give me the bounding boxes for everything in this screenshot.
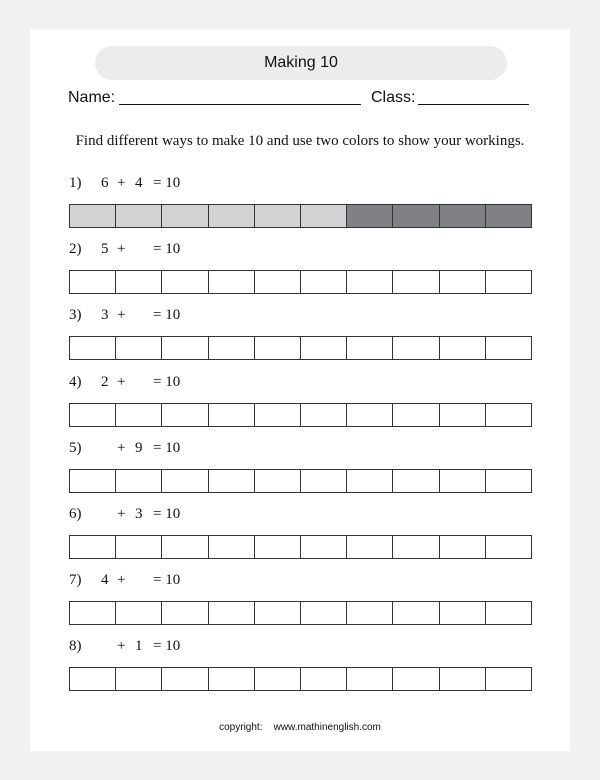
- equation-eq: = 10: [153, 175, 181, 191]
- ten-frame-cell[interactable]: [162, 470, 208, 492]
- ten-frame-cell[interactable]: [116, 470, 162, 492]
- equation-b: 3: [135, 506, 143, 522]
- ten-frame-cell[interactable]: [70, 205, 116, 227]
- ten-frame-cell[interactable]: [116, 337, 162, 359]
- ten-frame-cell[interactable]: [70, 337, 116, 359]
- equation-b: 4: [135, 175, 143, 191]
- ten-frame-cell[interactable]: [70, 404, 116, 426]
- ten-frame-cell[interactable]: [347, 205, 393, 227]
- ten-frame-cell[interactable]: [70, 602, 116, 624]
- equation-op: +: [117, 307, 126, 323]
- equation-num: 1): [69, 175, 82, 191]
- ten-frame-cell[interactable]: [393, 668, 439, 690]
- ten-frame-cell[interactable]: [486, 205, 531, 227]
- equation-num: 7): [69, 572, 82, 588]
- ten-frame-bar: [69, 204, 532, 228]
- instructions: Find different ways to make 10 and use two colors to show your workings.: [75, 133, 525, 149]
- ten-frame-cell[interactable]: [440, 602, 486, 624]
- equation-a: 3: [101, 307, 109, 323]
- equation-eq: = 10: [153, 506, 181, 522]
- ten-frame-cell[interactable]: [162, 337, 208, 359]
- equation-op: +: [117, 374, 126, 390]
- ten-frame-cell[interactable]: [255, 404, 301, 426]
- ten-frame-cell[interactable]: [255, 602, 301, 624]
- equation-eq: = 10: [153, 241, 181, 257]
- equation-num: 5): [69, 440, 82, 456]
- ten-frame-cell[interactable]: [116, 205, 162, 227]
- ten-frame-cell[interactable]: [70, 271, 116, 293]
- ten-frame-cell[interactable]: [162, 668, 208, 690]
- equation-eq: = 10: [153, 440, 181, 456]
- ten-frame-cell[interactable]: [440, 536, 486, 558]
- ten-frame-cell[interactable]: [301, 470, 347, 492]
- equation-eq: = 10: [153, 572, 181, 588]
- ten-frame-cell[interactable]: [209, 470, 255, 492]
- equation-a: 2: [101, 374, 109, 390]
- ten-frame-cell[interactable]: [440, 271, 486, 293]
- equation-op: +: [117, 440, 126, 456]
- ten-frame-cell[interactable]: [486, 536, 531, 558]
- equation-num: 4): [69, 374, 82, 390]
- ten-frame-bar: [69, 469, 532, 493]
- ten-frame-cell[interactable]: [301, 536, 347, 558]
- ten-frame-cell[interactable]: [393, 404, 439, 426]
- ten-frame-cell[interactable]: [486, 337, 531, 359]
- name-field[interactable]: [119, 90, 361, 105]
- ten-frame-cell[interactable]: [486, 668, 531, 690]
- ten-frame-cell[interactable]: [116, 602, 162, 624]
- ten-frame-cell[interactable]: [347, 668, 393, 690]
- ten-frame-cell[interactable]: [116, 668, 162, 690]
- ten-frame-cell[interactable]: [209, 205, 255, 227]
- ten-frame-cell[interactable]: [162, 271, 208, 293]
- ten-frame-cell[interactable]: [393, 337, 439, 359]
- equation-b: 1: [135, 638, 143, 654]
- ten-frame-cell[interactable]: [70, 470, 116, 492]
- ten-frame-cell[interactable]: [486, 404, 531, 426]
- equation-num: 3): [69, 307, 82, 323]
- ten-frame-cell[interactable]: [255, 337, 301, 359]
- class-field[interactable]: [418, 90, 529, 105]
- name-label: Name:: [68, 89, 116, 106]
- equation-num: 6): [69, 506, 82, 522]
- ten-frame-bar: [69, 403, 532, 427]
- ten-frame-bar: [69, 270, 532, 294]
- equation-a: 5: [101, 241, 109, 257]
- ten-frame-cell[interactable]: [301, 271, 347, 293]
- ten-frame-cell[interactable]: [209, 668, 255, 690]
- equation-op: +: [117, 175, 126, 191]
- ten-frame-cell[interactable]: [209, 404, 255, 426]
- equation-eq: = 10: [153, 638, 181, 654]
- ten-frame-cell[interactable]: [393, 205, 439, 227]
- ten-frame-cell[interactable]: [440, 205, 486, 227]
- ten-frame-cell[interactable]: [393, 536, 439, 558]
- equation-b: 9: [135, 440, 143, 456]
- ten-frame-cell[interactable]: [440, 404, 486, 426]
- copyright-site: www.mathinenglish.com: [273, 722, 381, 733]
- ten-frame-cell[interactable]: [301, 337, 347, 359]
- ten-frame-cell[interactable]: [301, 404, 347, 426]
- ten-frame-cell[interactable]: [393, 470, 439, 492]
- ten-frame-cell[interactable]: [70, 668, 116, 690]
- ten-frame-cell[interactable]: [255, 271, 301, 293]
- ten-frame-cell[interactable]: [486, 470, 531, 492]
- equation-a: 6: [101, 175, 109, 191]
- ten-frame-cell[interactable]: [209, 271, 255, 293]
- equation-num: 2): [69, 241, 82, 257]
- ten-frame-cell[interactable]: [255, 668, 301, 690]
- equation-op: +: [117, 572, 126, 588]
- ten-frame-cell[interactable]: [347, 337, 393, 359]
- worksheet-title: Making 10: [95, 46, 507, 80]
- ten-frame-cell[interactable]: [301, 602, 347, 624]
- ten-frame-cell[interactable]: [347, 602, 393, 624]
- ten-frame-cell[interactable]: [162, 404, 208, 426]
- ten-frame-cell[interactable]: [162, 602, 208, 624]
- equation-op: +: [117, 638, 126, 654]
- ten-frame-cell[interactable]: [116, 271, 162, 293]
- ten-frame-cell[interactable]: [209, 337, 255, 359]
- equation-op: +: [117, 506, 126, 522]
- ten-frame-cell[interactable]: [70, 536, 116, 558]
- ten-frame-cell[interactable]: [393, 602, 439, 624]
- equation-num: 8): [69, 638, 82, 654]
- ten-frame-bar: [69, 667, 532, 691]
- ten-frame-cell[interactable]: [486, 271, 531, 293]
- ten-frame-cell[interactable]: [301, 668, 347, 690]
- ten-frame-cell[interactable]: [255, 470, 301, 492]
- ten-frame-cell[interactable]: [116, 536, 162, 558]
- ten-frame-cell[interactable]: [301, 205, 347, 227]
- equation-eq: = 10: [153, 307, 181, 323]
- ten-frame-cell[interactable]: [255, 205, 301, 227]
- ten-frame-cell[interactable]: [440, 668, 486, 690]
- ten-frame-cell[interactable]: [440, 337, 486, 359]
- ten-frame-cell[interactable]: [116, 404, 162, 426]
- ten-frame-cell[interactable]: [162, 536, 208, 558]
- ten-frame-bar: [69, 336, 532, 360]
- ten-frame-cell[interactable]: [162, 205, 208, 227]
- ten-frame-cell[interactable]: [347, 536, 393, 558]
- ten-frame-bar: [69, 601, 532, 625]
- ten-frame-cell[interactable]: [393, 271, 439, 293]
- ten-frame-cell[interactable]: [347, 470, 393, 492]
- ten-frame-cell[interactable]: [347, 404, 393, 426]
- equation-eq: = 10: [153, 374, 181, 390]
- ten-frame-cell[interactable]: [347, 271, 393, 293]
- ten-frame-cell[interactable]: [209, 602, 255, 624]
- ten-frame-cell[interactable]: [209, 536, 255, 558]
- copyright-footer: [0, 722, 600, 733]
- equation-op: +: [117, 241, 126, 257]
- ten-frame-cell[interactable]: [440, 470, 486, 492]
- ten-frame-bar: [69, 535, 532, 559]
- equation-a: 4: [101, 572, 109, 588]
- ten-frame-cell[interactable]: [255, 536, 301, 558]
- ten-frame-cell[interactable]: [486, 602, 531, 624]
- class-label: Class:: [371, 89, 416, 106]
- copyright-label: copyright:: [219, 722, 263, 733]
